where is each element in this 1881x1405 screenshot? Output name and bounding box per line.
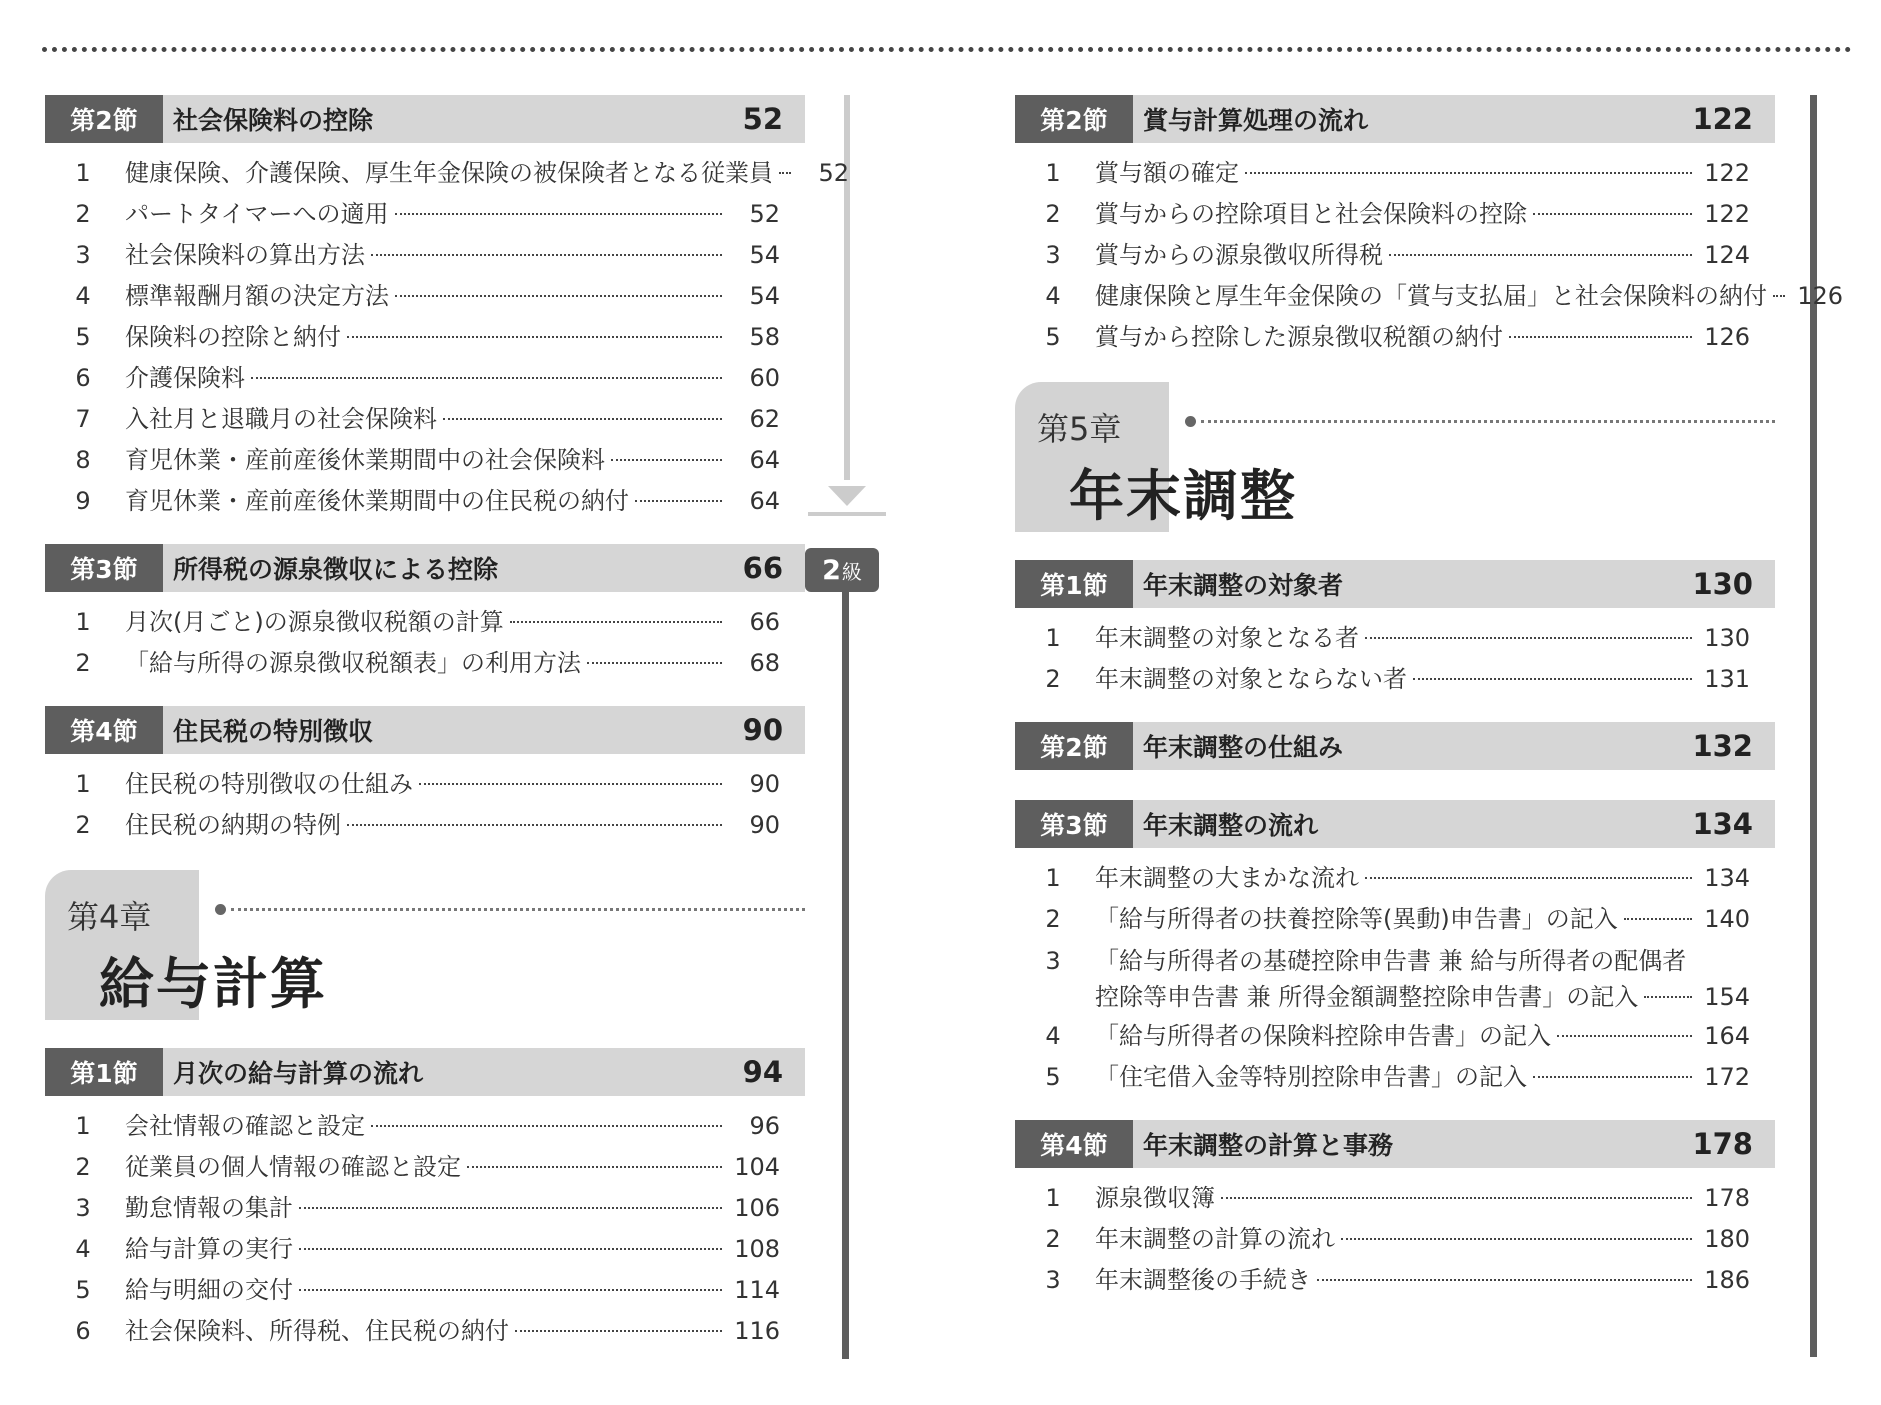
entry-title: 入社月と退職月の社会保険料	[125, 405, 437, 433]
entry-page-number: 106	[734, 1194, 780, 1222]
section-number: 第2節	[1015, 95, 1133, 143]
entry-page-number: 66	[749, 608, 780, 636]
section-header[interactable]	[45, 95, 805, 143]
entry-title: 賞与額の確定	[1095, 159, 1239, 187]
entry-page-number: 116	[734, 1317, 780, 1345]
entry-page-number: 64	[749, 446, 780, 474]
toc-entry[interactable]	[45, 1311, 805, 1352]
section-title: 住民税の特別徴収	[173, 717, 374, 746]
entry-title: 賞与からの源泉徴収所得税	[1095, 241, 1383, 269]
leader-dots	[1644, 996, 1692, 998]
toc-entry[interactable]	[1015, 194, 1775, 235]
entry-title: 「住宅借入金等特別控除申告書」の記入	[1095, 1063, 1527, 1091]
entry-title: 育児休業・産前産後休業期間中の社会保険料	[125, 446, 605, 474]
section-item-list	[1015, 1178, 1775, 1301]
toc-entry[interactable]	[45, 602, 805, 643]
entry-page-number: 134	[1704, 864, 1750, 892]
leader-dots	[395, 213, 722, 215]
entry-number: 6	[75, 364, 91, 392]
leader-dots	[1557, 1035, 1692, 1037]
toc-entry[interactable]	[45, 153, 849, 194]
entry-title: 年末調整の対象とならない者	[1095, 665, 1407, 693]
toc-entry[interactable]	[45, 358, 805, 399]
section-page-number: 94	[742, 1055, 783, 1089]
entry-page-number: 96	[749, 1112, 780, 1140]
entry-number: 1	[75, 1112, 91, 1140]
leader-dots	[1773, 295, 1785, 297]
entry-number: 6	[75, 1317, 91, 1345]
chapter-bullet-icon	[1185, 416, 1196, 427]
entry-number: 3	[75, 241, 91, 269]
section-page-number: 122	[1692, 102, 1753, 136]
entry-title: 「給与所得者の保険料控除申告書」の記入	[1095, 1022, 1551, 1050]
section-title: 賞与計算処理の流れ	[1143, 106, 1369, 135]
leader-dots	[347, 824, 722, 826]
entry-title: 社会保険料、所得税、住民税の納付	[125, 1317, 509, 1345]
leader-dots	[443, 418, 722, 420]
section-header[interactable]	[45, 706, 805, 754]
entry-page-number: 62	[749, 405, 780, 433]
entry-page-number: 104	[734, 1153, 780, 1181]
toc-entry[interactable]	[1015, 1057, 1775, 1098]
entry-page-number: 180	[1704, 1225, 1750, 1253]
section-number: 第3節	[45, 544, 163, 592]
chapter-heading	[1015, 382, 1775, 542]
chapter-title: 年末調整	[1069, 464, 1298, 528]
leader-dots	[1341, 1238, 1692, 1240]
entry-title: 年末調整の対象となる者	[1095, 624, 1359, 652]
entry-title: 従業員の個人情報の確認と設定	[125, 1153, 461, 1181]
entry-number: 8	[75, 446, 91, 474]
entry-number: 2	[1045, 1225, 1061, 1253]
entry-page-number: 122	[1704, 159, 1750, 187]
entry-number: 3	[75, 1194, 91, 1222]
toc-entry[interactable]	[45, 764, 805, 805]
section-item-list	[1015, 618, 1775, 700]
entry-title: 標準報酬月額の決定方法	[125, 282, 389, 310]
toc-entry[interactable]	[1015, 858, 1775, 899]
chapter-bullet-icon	[215, 904, 226, 915]
entry-page-number: 58	[749, 323, 780, 351]
section-title: 所得税の源泉徴収による控除	[173, 555, 499, 584]
entry-number: 2	[75, 200, 91, 228]
left-column	[45, 95, 849, 1374]
toc-entry[interactable]	[1015, 940, 1775, 1016]
entry-page-number: 126	[1797, 282, 1843, 310]
toc-entry[interactable]	[45, 194, 805, 235]
entry-page-number: 90	[749, 770, 780, 798]
leader-dots	[1389, 254, 1692, 256]
entry-number: 4	[75, 1235, 91, 1263]
section-page-number: 66	[742, 551, 783, 585]
entry-page-number: 154	[1704, 983, 1750, 1011]
toc-entry[interactable]	[1015, 618, 1775, 659]
section-title: 年末調整の計算と事務	[1143, 1131, 1394, 1160]
entry-title: 「給与所得の源泉徴収税額表」の利用方法	[125, 649, 581, 677]
toc-entry[interactable]	[45, 1147, 805, 1188]
toc-entry[interactable]	[45, 276, 805, 317]
entry-title: 賞与からの控除項目と社会保険料の控除	[1095, 200, 1527, 228]
section-item-list	[1015, 858, 1775, 1098]
section-header[interactable]	[1015, 1120, 1775, 1168]
entry-page-number: 52	[818, 159, 849, 187]
entry-title: 年末調整の計算の流れ	[1095, 1225, 1335, 1253]
entry-title-line2-row	[1095, 978, 1775, 1016]
toc-entry[interactable]	[1015, 1219, 1775, 1260]
leader-dots	[635, 500, 722, 502]
entry-title: 賞与から控除した源泉徴収税額の納付	[1095, 323, 1503, 351]
entry-page-number: 54	[749, 282, 780, 310]
entry-page-number: 64	[749, 487, 780, 515]
level-rail-upper	[844, 95, 850, 480]
section-number: 第2節	[45, 95, 163, 143]
chapter-label: 第4章	[67, 898, 152, 936]
entry-title: パートタイマーへの適用	[125, 200, 389, 228]
entry-page-number: 126	[1704, 323, 1750, 351]
leader-dots	[1245, 172, 1692, 174]
leader-dots	[347, 336, 722, 338]
toc-entry[interactable]	[45, 1188, 805, 1229]
section-title: 年末調整の流れ	[1143, 811, 1319, 840]
entry-page-number: 164	[1704, 1022, 1750, 1050]
toc-entry[interactable]	[1015, 1016, 1775, 1057]
chapter-title: 給与計算	[99, 952, 328, 1016]
toc-entry[interactable]	[45, 1270, 805, 1311]
level-badge	[805, 548, 879, 592]
toc-entry[interactable]	[45, 805, 805, 846]
entry-number: 3	[1045, 1266, 1061, 1294]
leader-dots	[1365, 637, 1692, 639]
leader-dots	[779, 172, 791, 174]
section-header[interactable]	[45, 1048, 805, 1096]
section-item-list	[45, 1106, 805, 1352]
toc-entry[interactable]	[45, 235, 805, 276]
rail-divider	[808, 512, 886, 516]
section-item-list	[1015, 153, 1843, 358]
section-number: 第4節	[45, 706, 163, 754]
toc-entry[interactable]	[1015, 659, 1775, 700]
leader-dots	[611, 459, 722, 461]
chapter-heading	[45, 870, 805, 1030]
chapter-dotted-rule	[231, 908, 805, 911]
entry-page-number: 108	[734, 1235, 780, 1263]
level-badge-suffix: 級	[841, 559, 862, 584]
entry-number: 3	[1045, 947, 1061, 975]
entry-title: 住民税の納期の特例	[125, 811, 341, 839]
entry-title: 年末調整の大まかな流れ	[1095, 864, 1359, 892]
entry-number: 5	[75, 1276, 91, 1304]
entry-page-number: 186	[1704, 1266, 1750, 1294]
entry-number: 1	[1045, 1184, 1061, 1212]
section-number: 第2節	[1015, 722, 1133, 770]
section-title: 年末調整の仕組み	[1143, 733, 1344, 762]
entry-title-line2: 控除等申告書 兼 所得金額調整控除申告書」の記入	[1095, 983, 1639, 1011]
entry-page-number: 130	[1704, 624, 1750, 652]
entry-number: 9	[75, 487, 91, 515]
leader-dots	[299, 1248, 722, 1250]
entry-number: 1	[1045, 159, 1061, 187]
entry-number: 1	[1045, 864, 1061, 892]
leader-dots	[1365, 877, 1692, 879]
leader-dots	[299, 1207, 722, 1209]
chapter-label: 第5章	[1037, 410, 1122, 448]
entry-title: 給与明細の交付	[125, 1276, 293, 1304]
leader-dots	[1624, 918, 1692, 920]
entry-number: 2	[1045, 665, 1061, 693]
leader-dots	[1413, 678, 1692, 680]
section-header[interactable]	[1015, 722, 1775, 770]
section-title: 月次の給与計算の流れ	[173, 1059, 424, 1088]
entry-number: 1	[75, 770, 91, 798]
toc-entry[interactable]	[45, 643, 805, 684]
toc-entry[interactable]	[1015, 899, 1775, 940]
toc-entry[interactable]	[45, 1106, 805, 1147]
section-header[interactable]	[1015, 560, 1775, 608]
section-page-number: 178	[1692, 1127, 1753, 1161]
entry-page-number: 114	[734, 1276, 780, 1304]
section-header[interactable]	[45, 544, 805, 592]
entry-page-number: 178	[1704, 1184, 1750, 1212]
entry-title: 年末調整後の手続き	[1095, 1266, 1311, 1294]
entry-number: 4	[75, 282, 91, 310]
entry-number: 1	[75, 159, 91, 187]
leader-dots	[587, 662, 722, 664]
section-header[interactable]	[1015, 95, 1775, 143]
entry-page-number: 54	[749, 241, 780, 269]
entry-title: 社会保険料の算出方法	[125, 241, 365, 269]
entry-page-number: 124	[1704, 241, 1750, 269]
entry-title-line1: 「給与所得者の基礎控除申告書 兼 給与所得者の配偶者	[1095, 947, 1687, 975]
leader-dots	[395, 295, 722, 297]
toc-entry[interactable]	[45, 399, 805, 440]
section-page-number: 130	[1692, 567, 1753, 601]
leader-dots	[419, 783, 722, 785]
entry-number: 2	[1045, 905, 1061, 933]
leader-dots	[299, 1289, 722, 1291]
entry-page-number: 60	[749, 364, 780, 392]
level-rail-lower	[842, 592, 849, 1359]
entry-page-number: 122	[1704, 200, 1750, 228]
entry-page-number: 52	[749, 200, 780, 228]
leader-dots	[1509, 336, 1692, 338]
entry-number: 7	[75, 405, 91, 433]
entry-title: 源泉徴収簿	[1095, 1184, 1215, 1212]
toc-entry[interactable]	[45, 1229, 805, 1270]
entry-title: 健康保険と厚生年金保険の「賞与支払届」と社会保険料の納付	[1095, 282, 1767, 310]
entry-page-number: 90	[749, 811, 780, 839]
entry-number: 1	[1045, 624, 1061, 652]
entry-title: 月次(月ごと)の源泉徴収税額の計算	[125, 608, 504, 636]
top-dotted-rule	[42, 47, 1852, 52]
section-page-number: 90	[742, 713, 783, 747]
toc-entry[interactable]	[1015, 276, 1843, 317]
section-item-list	[45, 153, 849, 522]
leader-dots	[1221, 1197, 1692, 1199]
leader-dots	[1533, 1076, 1692, 1078]
section-number: 第4節	[1015, 1120, 1133, 1168]
entry-number: 5	[1045, 323, 1061, 351]
toc-entry[interactable]	[1015, 1260, 1775, 1301]
entry-number: 4	[1045, 282, 1061, 310]
entry-title: 保険料の控除と納付	[125, 323, 341, 351]
entry-number: 3	[1045, 241, 1061, 269]
leader-dots	[467, 1166, 722, 1168]
section-page-number: 134	[1692, 807, 1753, 841]
entry-page-number: 172	[1704, 1063, 1750, 1091]
entry-title: 健康保険、介護保険、厚生年金保険の被保険者となる従業員	[125, 159, 773, 187]
leader-dots	[510, 621, 722, 623]
entry-title: 会社情報の確認と設定	[125, 1112, 365, 1140]
toc-entry[interactable]	[45, 317, 805, 358]
toc-entry[interactable]	[1015, 235, 1775, 276]
section-title: 年末調整の対象者	[1143, 571, 1344, 600]
section-number: 第1節	[45, 1048, 163, 1096]
entry-text-wrap	[1095, 944, 1775, 1016]
leader-dots	[1533, 213, 1692, 215]
section-page-number: 132	[1692, 729, 1753, 763]
entry-number: 2	[75, 1153, 91, 1181]
entry-title: 育児休業・産前産後休業期間中の住民税の納付	[125, 487, 629, 515]
chapter-dotted-rule	[1201, 420, 1775, 423]
right-column	[1015, 95, 1843, 1323]
rail-arrow-icon	[828, 486, 866, 506]
toc-entry[interactable]	[1015, 153, 1775, 194]
entry-number: 5	[75, 323, 91, 351]
toc-entry[interactable]	[1015, 317, 1775, 358]
toc-entry[interactable]	[45, 440, 805, 481]
leader-dots	[251, 377, 722, 379]
entry-number: 2	[1045, 200, 1061, 228]
entry-number: 2	[75, 649, 91, 677]
entry-number: 1	[75, 608, 91, 636]
leader-dots	[371, 1125, 722, 1127]
entry-title: 介護保険料	[125, 364, 245, 392]
entry-title: 給与計算の実行	[125, 1235, 293, 1263]
section-title: 社会保険料の控除	[173, 106, 374, 135]
entry-title: 住民税の特別徴収の仕組み	[125, 770, 413, 798]
section-number: 第3節	[1015, 800, 1133, 848]
section-item-list	[45, 764, 805, 846]
section-page-number: 52	[742, 102, 783, 136]
level-badge-number: 2	[822, 554, 841, 586]
entry-number: 2	[75, 811, 91, 839]
section-item-list	[45, 602, 805, 684]
entry-page-number: 140	[1704, 905, 1750, 933]
entry-title: 「給与所得者の扶養控除等(異動)申告書」の記入	[1095, 905, 1618, 933]
leader-dots	[1317, 1279, 1692, 1281]
toc-entry[interactable]	[1015, 1178, 1775, 1219]
entry-page-number: 131	[1704, 665, 1750, 693]
section-header[interactable]	[1015, 800, 1775, 848]
toc-entry[interactable]	[45, 481, 805, 522]
leader-dots	[515, 1330, 722, 1332]
section-number: 第1節	[1015, 560, 1133, 608]
leader-dots	[371, 254, 722, 256]
entry-page-number: 68	[749, 649, 780, 677]
entry-number: 5	[1045, 1063, 1061, 1091]
entry-number: 4	[1045, 1022, 1061, 1050]
entry-title: 勤怠情報の集計	[125, 1194, 293, 1222]
